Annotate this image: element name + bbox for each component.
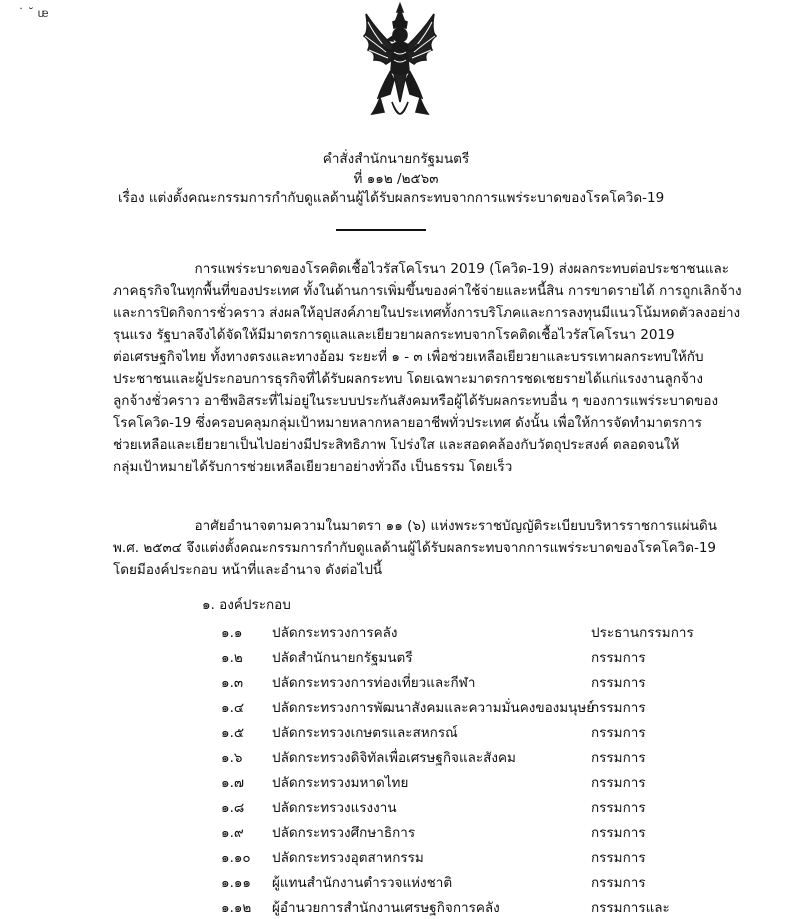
- text-line: โดยมีองค์ประกอบ หน้าที่และอำนาจ ดังต่อไปนี้: [113, 562, 383, 578]
- member-row: [0, 621, 792, 643]
- member-row: [0, 746, 792, 768]
- member-organization: ปลัดกระทรวงมหาดไทย: [272, 775, 409, 791]
- order-number: ที่ ๑๑๒ /๒๕๖๓: [353, 171, 439, 187]
- member-number: ๑.๔: [221, 700, 245, 716]
- member-role: กรรมการ: [591, 750, 646, 766]
- member-role: กรรมการและ: [591, 900, 670, 916]
- member-organization: ผู้อำนวยการสำนักงานเศรษฐกิจการคลัง: [272, 900, 500, 916]
- text-line: พ.ศ. ๒๕๓๔ จึงแต่งตั้งคณะกรรมการกำกับดูแลด้านผู้ได้รับผลกระทบจากการแพร่ระบาดของโรคโควิด-19: [113, 540, 717, 556]
- section-heading-composition: ๑. องค์ประกอบ: [202, 597, 291, 613]
- member-organization: ปลัดสำนักนายกรัฐมนตรี: [272, 650, 413, 666]
- member-number: ๑.๖: [221, 750, 243, 766]
- divider: [336, 229, 426, 231]
- member-organization: ปลัดกระทรวงการท่องเที่ยวและกีฬา: [272, 675, 476, 691]
- member-role: ประธานกรรมการ: [591, 625, 694, 641]
- order-title: คำสั่งสำนักนายกรัฐมนตรี: [322, 151, 470, 167]
- member-role: กรรมการ: [591, 850, 646, 866]
- member-row: [0, 896, 792, 918]
- member-number: ๑.๙: [221, 825, 244, 841]
- member-number: ๑.๑: [221, 625, 243, 641]
- text-line: โรคโควิด-19 ซึ่งครอบคลุมกลุ่มเป้าหมายหลากหลายอาชีพทั่วประเทศ ดังนั้น เพื่อให้การจัดทำมาตรการ: [113, 415, 702, 431]
- member-role: กรรมการ: [591, 650, 646, 666]
- paragraph-2: [113, 515, 741, 581]
- member-role: กรรมการ: [591, 875, 646, 891]
- text-line: การแพร่ระบาดของโรคติดเชื้อไวรัสโคโรนา 2019 (โควิด-19) ส่งผลกระทบต่อประชาชนและ: [113, 261, 730, 277]
- text-line: รุนแรง รัฐบาลจึงได้จัดให้มีมาตรการดูแลและเยียวยาผลกระทบจากโรคติดเชื้อไวรัสโคโรนา 2019: [113, 327, 675, 343]
- member-number: ๑.๑๐: [221, 850, 251, 866]
- member-row: [0, 821, 792, 843]
- text-line: ช่วยเหลือและเยียวยาเป็นไปอย่างมีประสิทธิภาพ โปร่งใส และสอดคล้องกับวัตถุประสงค์ ตลอดจนให้: [113, 437, 680, 453]
- member-number: ๑.๒: [221, 650, 243, 666]
- text-line: ลูกจ้างชั่วคราว อาชีพอิสระที่ไม่อยู่ในระบบประกันสังคมหรือผู้ได้รับผลกระทบอื่น ๆ ของการแพร่ระบาดของ: [113, 393, 719, 409]
- member-row: [0, 721, 792, 743]
- garuda-emblem-icon: [360, 2, 440, 126]
- member-number: ๑.๑๒: [221, 900, 252, 916]
- member-organization: ปลัดกระทรวงแรงงาน: [272, 800, 397, 816]
- member-row: [0, 846, 792, 868]
- member-number: ๑.๘: [221, 800, 245, 816]
- scan-marks: ˙ ˘ ᵫ: [18, 6, 49, 20]
- member-organization: ปลัดกระทรวงศึกษาธิการ: [272, 825, 416, 841]
- member-number: ๑.๓: [221, 675, 244, 691]
- order-subject: เรื่อง แต่งตั้งคณะกรรมการกำกับดูแลด้านผู้ได้รับผลกระทบจากการแพร่ระบาดของโรคโควิด-19: [118, 190, 665, 206]
- member-row: [0, 796, 792, 818]
- member-organization: ปลัดกระทรวงเกษตรและสหกรณ์: [272, 725, 458, 741]
- member-organization: ปลัดกระทรวงดิจิทัลเพื่อเศรษฐกิจและสังคม: [272, 750, 516, 766]
- member-role: กรรมการ: [591, 725, 646, 741]
- member-organization: ปลัดกระทรวงอุตสาหกรรม: [272, 850, 424, 866]
- member-row: [0, 646, 792, 668]
- member-role: กรรมการ: [591, 800, 646, 816]
- member-organization: ปลัดกระทรวงการพัฒนาสังคมและความมั่นคงของมนุษย์: [272, 700, 595, 716]
- text-line: ประชาชนและผู้ประกอบการธุรกิจที่ได้รับผลกระทบ โดยเฉพาะมาตรการชดเชยรายได้แก่แรงงานลูกจ้าง: [113, 371, 703, 387]
- paragraph-1: [113, 258, 741, 478]
- member-row: [0, 771, 792, 793]
- member-organization: ผู้แทนสำนักงานตำรวจแห่งชาติ: [272, 875, 453, 891]
- member-role: กรรมการ: [591, 775, 646, 791]
- member-number: ๑.๑๑: [221, 875, 251, 891]
- member-row: [0, 671, 792, 693]
- member-number: ๑.๕: [221, 725, 245, 741]
- text-line: กลุ่มเป้าหมายได้รับการช่วยเหลือเยียวยาอย่างทั่วถึง เป็นธรรม โดยเร็ว: [113, 459, 513, 475]
- member-row: [0, 696, 792, 718]
- text-line: และการปิดกิจการชั่วคราว ส่งผลให้อุปสงค์ภายในประเทศทั้งการบริโภคและการลงทุนมีแนวโน้มหดตัวลงอย่าง: [113, 305, 741, 321]
- member-organization: ปลัดกระทรวงการคลัง: [272, 625, 398, 641]
- member-role: กรรมการ: [591, 675, 646, 691]
- member-number: ๑.๗: [221, 775, 245, 791]
- text-line: อาศัยอำนาจตามความในมาตรา ๑๑ (๖) แห่งพระราชบัญญัติระเบียบบริหารราชการแผ่นดิน: [113, 518, 717, 534]
- text-line: ต่อเศรษฐกิจไทย ทั้งทางตรงและทางอ้อม ระยะที่ ๑ - ๓ เพื่อช่วยเหลือเยียวยาและบรรเทาผลกระทบให้กับ: [113, 349, 704, 365]
- member-row: [0, 871, 792, 893]
- member-role: กรรมการ: [591, 825, 646, 841]
- member-role: กรรมการ: [591, 700, 646, 716]
- text-line: ภาคธุรกิจในทุกพื้นที่ของประเทศ ทั้งในด้านการเพิ่มขึ้นของค่าใช้จ่ายและหนี้สิน การขาดรายได้ การถูกเลิกจ้าง: [113, 283, 742, 299]
